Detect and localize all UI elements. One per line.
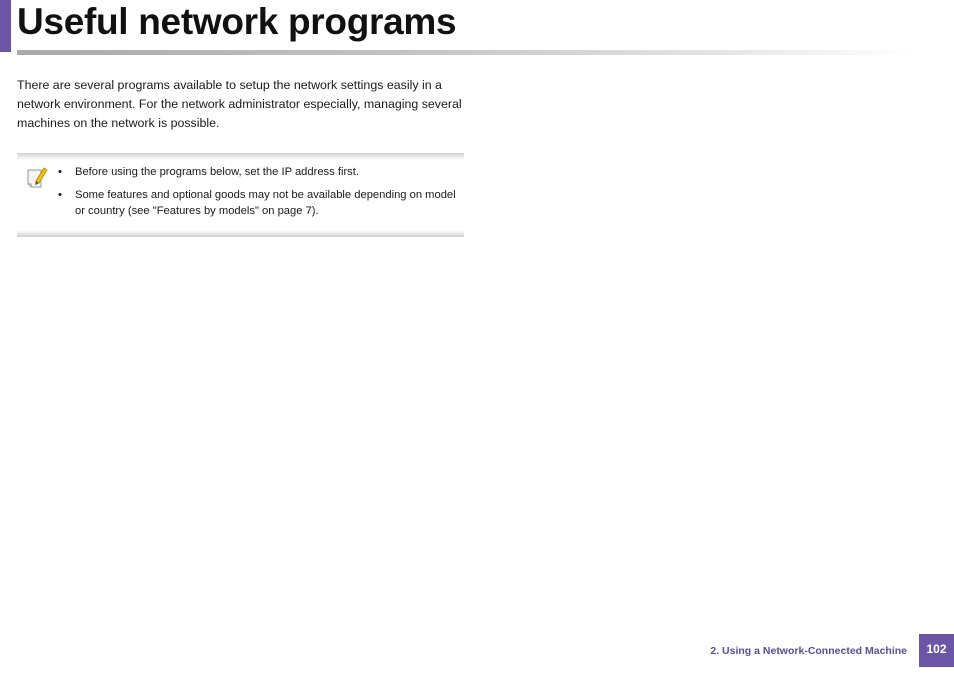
- footer-chapter-title: 2. Using a Network-Connected Machine: [710, 645, 907, 657]
- note-pencil-icon: [26, 166, 48, 190]
- note-top-border: [17, 153, 464, 160]
- note-item: [58, 187, 460, 219]
- note-list: [58, 164, 460, 226]
- note-item: [58, 164, 460, 180]
- note-bottom-border: [17, 230, 464, 237]
- page-title: Useful network programs: [17, 1, 457, 42]
- bullet-icon: •: [58, 189, 62, 201]
- intro-paragraph: There are several programs available to setup the network settings easily in a network environment. For the network administrator especially, managing several machines on the network is possible.: [17, 78, 462, 130]
- note-item-text: Before using the programs below, set the IP address first.: [75, 166, 359, 178]
- page-number-badge: 102: [919, 634, 954, 667]
- title-accent-bar: [0, 0, 11, 52]
- note-box: [17, 153, 464, 237]
- title-divider: [17, 50, 912, 55]
- bullet-icon: •: [58, 166, 62, 178]
- note-item-text: Some features and optional goods may not be available depending on model or country (see "Features by models" on page 7).: [75, 189, 456, 217]
